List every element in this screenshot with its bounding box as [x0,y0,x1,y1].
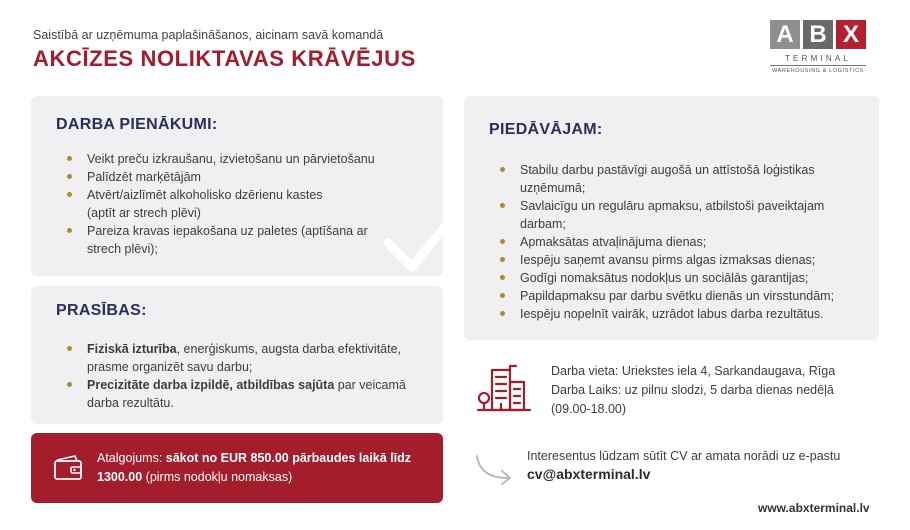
bullet-icon [67,228,72,233]
list-item: Stabilu darbu pastāvīgi augošā un attīstošā loģistikas uzņēmumā; [498,161,868,197]
logo-letter-a: A [770,20,800,49]
offer-card [464,96,879,340]
bullet-icon [500,203,505,208]
requirements-heading: PRASĪBAS: [56,302,147,319]
salary-text: Atalgojums: sākot no EUR 850.00 pārbaudes laikā līdz 1300.00 (pirms nodokļu nomaksas) [97,451,412,484]
duties-heading: DARBA PIENĀKUMI: [56,116,218,133]
list-item: Papildapmaksu par darbu svētku dienās un virsstundām; [498,287,868,305]
list-item: Atvērt/aizlīmēt alkoholisko dzērienu kastes (aptīt ar strech plēvi) [65,186,435,222]
list-item: Fiziskā izturība, enerģiskums, augsta darba efektivitāte, prasme organizēt savu darbu; [65,340,435,376]
offer-heading: PIEDĀVĀJAM: [489,121,603,138]
bullet-icon [500,257,505,262]
website-link[interactable]: www.abxterminal.lv [758,501,870,515]
abx-logo[interactable] [770,20,866,82]
offer-list [498,161,868,323]
work-time: (09.00-18.00) [551,402,627,416]
list-item: Veikt preču izkraušanu, izvietošanu un pārvietošanu [65,150,435,168]
list-item: Iespēju saņemt avansu pirms algas izmaksas dienas; [498,251,868,269]
work-location-info [551,362,835,419]
bullet-icon [67,156,72,161]
list-item: Precizitāte darba izpildē, atbildības sajūta par veicamā darba rezultātu. [65,376,435,412]
list-item: Pareiza kravas iepakošana uz paletes (aptīšana ar strech plēvi); [65,222,435,258]
page-title: AKCĪZES NOLIKTAVAS KRĀVĒJUS [33,46,416,71]
arrow-icon [474,452,516,486]
list-item: Godīgi nomaksātus nodokļus un sociālās garantijas; [498,269,868,287]
bullet-icon [67,346,72,351]
requirements-list [65,340,435,412]
duties-card [31,96,443,276]
apply-info [527,447,840,483]
wallet-icon [53,454,83,482]
bullet-icon [500,239,505,244]
list-item: Iespēju nopelnīt vairāk, uzrādot labus darba rezultātus. [498,305,868,323]
header-subtitle: Saistībā ar uzņēmuma paplašināšanos, aicinam savā komandā [33,28,384,42]
requirements-card [31,286,443,424]
work-place: Darba vieta: Uriekstes iela 4, Sarkandaugava, Rīga [551,364,836,378]
bullet-icon [500,293,505,298]
checkmark-icon [376,191,443,276]
work-hours: Darba Laiks: uz pilnu slodzi, 5 darba dienas nedēļā [551,383,834,397]
bullet-icon [67,382,72,387]
apply-email-link[interactable]: cv@abxterminal.lv [527,466,651,482]
bullet-icon [67,174,72,179]
apply-text: Interesentus lūdzam sūtīt CV ar amata norādi uz e-pastu [527,449,841,463]
building-icon [476,362,532,414]
bullet-icon [500,311,505,316]
list-item: Palīdzēt marķētājām [65,168,435,186]
logo-tagline: WAREHOUSING & LOGISTICS [772,68,864,74]
bullet-icon [500,167,505,172]
logo-letter-x: X [836,20,866,49]
salary-banner [31,433,443,503]
list-item: Savlaicīgu un regulāru apmaksu, atbilstoši paveiktajam darbam; [498,197,868,233]
bullet-icon [67,192,72,197]
bullet-icon [500,275,505,280]
logo-wordmark: TERMINAL [784,54,852,63]
logo-letter-b: B [803,20,833,49]
logo-divider [770,65,866,66]
list-item: Apmaksātas atvaļinājuma dienas; [498,233,868,251]
